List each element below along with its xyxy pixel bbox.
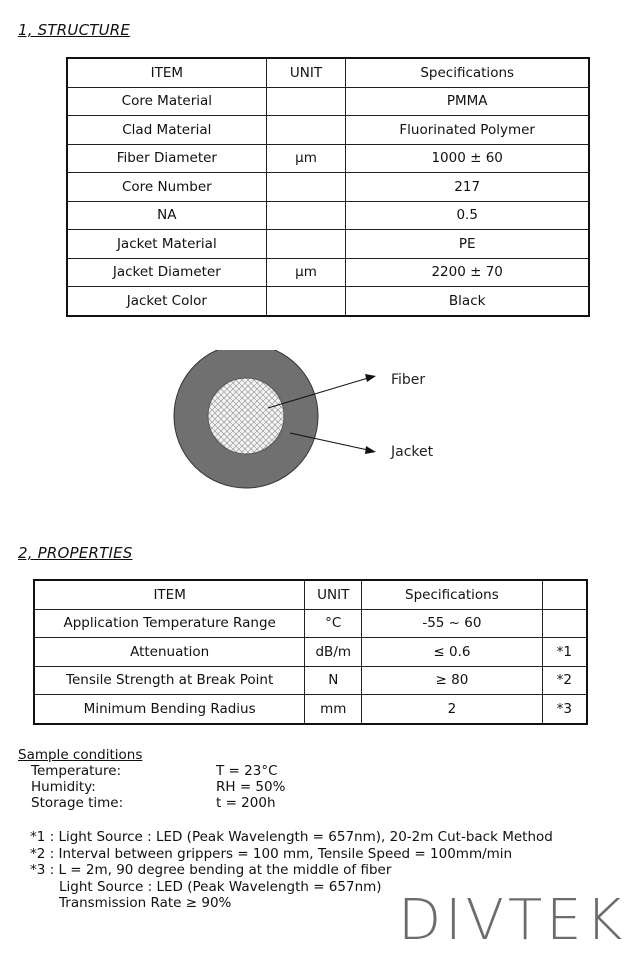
header-spec: Specifications (362, 580, 542, 609)
fiber-label: Fiber (391, 372, 426, 388)
cell-unit (266, 87, 346, 116)
cell-unit (266, 173, 346, 202)
cell-unit (266, 201, 346, 230)
jacket-label: Jacket (391, 444, 434, 460)
structure-table (66, 57, 590, 317)
cell-spec: 2 (362, 695, 542, 724)
cell-spec: 0.5 (346, 201, 589, 230)
cell-unit (266, 287, 346, 316)
condition-label: Humidity: (31, 779, 96, 795)
footnote: *2 : Interval between grippers = 100 mm, Tensile Speed = 100mm/min (30, 845, 513, 862)
footnote-continuation: Light Source : LED (Peak Wavelength = 657nm) (59, 878, 382, 895)
cell-unit: °C (305, 609, 362, 638)
table-row (67, 201, 589, 230)
table-row (34, 638, 587, 667)
cell-item: Jacket Material (67, 230, 266, 259)
properties-table (33, 579, 588, 725)
cell-spec: PMMA (346, 87, 589, 116)
cell-spec: -55 ~ 60 (362, 609, 542, 638)
sample-conditions (18, 747, 285, 811)
cell-unit: μm (266, 144, 346, 173)
fiber-cross-section-diagram (170, 350, 470, 490)
condition-row (18, 779, 285, 795)
cell-unit (266, 230, 346, 259)
header-item: ITEM (34, 580, 305, 609)
condition-row (18, 763, 285, 779)
cell-note: *1 (542, 638, 587, 667)
table-row (34, 609, 587, 638)
footnote: *1 : Light Source : LED (Peak Wavelength = 657nm), 20-2m Cut-back Method (30, 829, 553, 845)
footnote: *3 : L = 2m, 90 degree bending at the middle of fiber (30, 862, 392, 878)
cell-spec: ≤ 0.6 (362, 638, 542, 667)
cell-item: Fiber Diameter (67, 144, 266, 173)
header-note (542, 580, 587, 609)
table-row (67, 116, 589, 145)
fiber-arrowhead (365, 374, 376, 382)
cell-item: Jacket Color (67, 287, 266, 316)
cell-item: NA (67, 201, 266, 230)
header-unit: UNIT (266, 58, 346, 87)
table-row (67, 173, 589, 202)
divtek-logo: DIVTEK (398, 888, 627, 953)
cell-unit: μm (266, 258, 346, 287)
condition-value: t = 200h (216, 795, 276, 811)
cell-spec: Fluorinated Polymer (346, 116, 589, 145)
header-unit: UNIT (305, 580, 362, 609)
cell-spec: Black (346, 287, 589, 316)
table-row (67, 230, 589, 259)
table-header-row (34, 580, 587, 609)
cell-unit (266, 116, 346, 145)
cell-item: Jacket Diameter (67, 258, 266, 287)
cell-item: Core Material (67, 87, 266, 116)
jacket-arrowhead (365, 446, 376, 454)
condition-value: RH = 50% (216, 779, 286, 795)
condition-row (18, 795, 285, 811)
table-header-row (67, 58, 589, 87)
cell-note: *3 (542, 695, 587, 724)
cell-item: Attenuation (34, 638, 305, 667)
table-row (67, 87, 589, 116)
cell-spec: 1000 ± 60 (346, 144, 589, 173)
cell-item: Clad Material (67, 116, 266, 145)
footnote-continuation: Transmission Rate ≥ 90% (59, 895, 232, 911)
table-row (67, 287, 589, 316)
condition-label: Temperature: (31, 763, 122, 779)
cell-unit: N (305, 666, 362, 695)
cell-spec: ≥ 80 (362, 666, 542, 695)
table-row (67, 144, 589, 173)
condition-label: Storage time: (31, 795, 124, 811)
cell-spec: 217 (346, 173, 589, 202)
fiber-core (208, 378, 284, 454)
section-structure-title: 1, STRUCTURE (18, 21, 131, 39)
table-row (34, 666, 587, 695)
header-spec: Specifications (346, 58, 589, 87)
section-properties-title: 2, PROPERTIES (18, 544, 133, 562)
condition-value: T = 23°C (216, 763, 278, 779)
cell-spec: PE (346, 230, 589, 259)
sample-conditions-title: Sample conditions (18, 747, 143, 763)
cell-item: Core Number (67, 173, 266, 202)
cell-item: Tensile Strength at Break Point (34, 666, 305, 695)
cell-item: Application Temperature Range (34, 609, 305, 638)
cell-note (542, 609, 587, 638)
cell-item: Minimum Bending Radius (34, 695, 305, 724)
cell-unit: mm (305, 695, 362, 724)
cell-note: *2 (542, 666, 587, 695)
header-item: ITEM (67, 58, 266, 87)
table-row (34, 695, 587, 724)
cell-unit: dB/m (305, 638, 362, 667)
table-row (67, 258, 589, 287)
cell-spec: 2200 ± 70 (346, 258, 589, 287)
